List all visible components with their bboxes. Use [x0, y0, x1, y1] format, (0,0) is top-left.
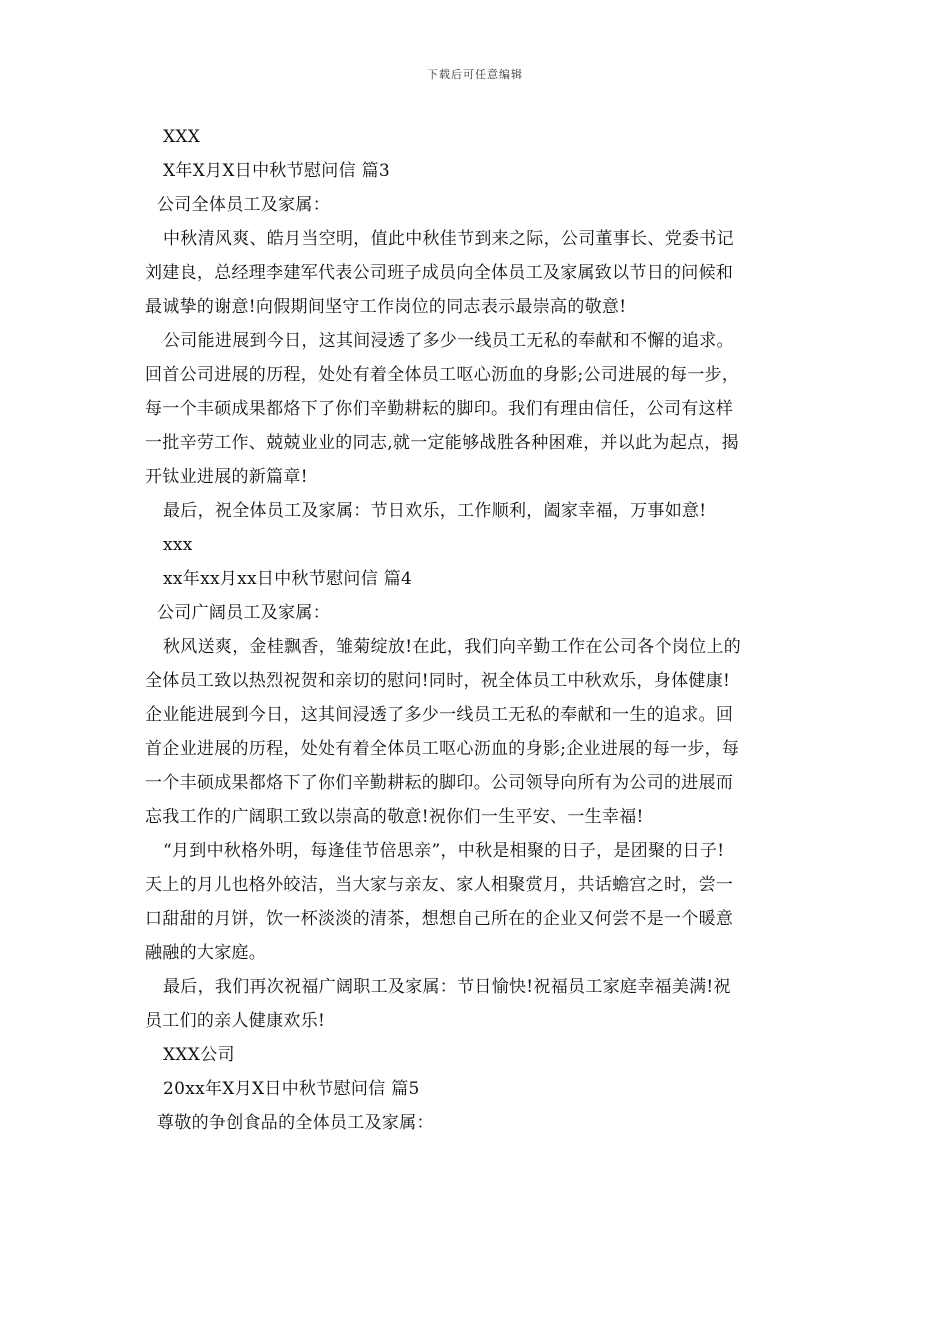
text-line: X年X月X日中秋节慰问信 篇3: [163, 161, 391, 181]
text-line: 融融的大家庭。: [145, 943, 267, 963]
text-line: 刘建良，总经理李建军代表公司班子成员向全体员工及家属致以节日的问候和: [145, 263, 734, 283]
text-line: 最后，我们再次祝福广阔职工及家属：节日愉快!祝福员工家庭幸福美满!祝: [163, 977, 731, 997]
text-line: 最诚挚的谢意!向假期间坚守工作岗位的同志表示最崇高的敬意!: [145, 297, 627, 317]
text-line: 一个丰硕成果都烙下了你们辛勤耕耘的脚印。公司领导向所有为公司的进展而: [145, 773, 734, 793]
text-line: 最后，祝全体员工及家属：节日欢乐，工作顺利，阖家幸福，万事如意!: [163, 501, 707, 521]
page-header-note: 下载后可任意编辑: [427, 68, 523, 81]
text-line: 全体员工致以热烈祝贺和亲切的慰问!同时，祝全体员工中秋欢乐，身体健康!: [145, 671, 731, 691]
text-line: “月到中秋格外明，每逢佳节倍思亲”，中秋是相聚的日子，是团聚的日子!: [163, 841, 725, 861]
text-line: xx年xx月xx日中秋节慰问信 篇4: [163, 569, 413, 589]
text-line: 尊敬的争创食品的全体员工及家属：: [157, 1113, 434, 1133]
text-line: 首企业进展的历程，处处有着全体员工呕心沥血的身影;企业进展的每一步，每: [145, 739, 740, 759]
document-body: [145, 120, 810, 1140]
text-line: 公司能进展到今日，这其间浸透了多少一线员工无私的奉献和不懈的追求。: [163, 331, 734, 351]
text-line: 20xx年X月X日中秋节慰问信 篇5: [163, 1079, 420, 1099]
text-line: 口甜甜的月饼，饮一杯淡淡的清茶，想想自己所在的企业又何尝不是一个暖意: [145, 909, 734, 929]
text-line: 员工们的亲人健康欢乐!: [145, 1011, 326, 1031]
text-line: xxx: [163, 535, 193, 555]
text-line: 开钛业进展的新篇章!: [145, 467, 308, 487]
text-line: 天上的月儿也格外皎洁，当大家与亲友、家人相聚赏月，共话蟾宫之时，尝一: [145, 875, 734, 895]
text-line: 中秋清风爽、皓月当空明，值此中秋佳节到来之际，公司董事长、党委书记: [163, 229, 734, 249]
text-line: 企业能进展到今日，这其间浸透了多少一线员工无私的奉献和一生的追求。回: [145, 705, 734, 725]
text-line: 一批辛劳工作、兢兢业业的同志,就一定能够战胜各种困难，并以此为起点，揭: [145, 433, 739, 453]
text-line: XXX公司: [163, 1045, 235, 1065]
text-line: 每一个丰硕成果都烙下了你们辛勤耕耘的脚印。我们有理由信任，公司有这样: [145, 399, 734, 419]
text-line: 回首公司进展的历程，处处有着全体员工呕心沥血的身影;公司进展的每一步，: [145, 365, 740, 385]
text-line: 公司广阔员工及家属：: [157, 603, 330, 623]
text-line: 公司全体员工及家属：: [157, 195, 330, 215]
text-line: XXX: [163, 127, 201, 147]
text-line: 忘我工作的广阔职工致以崇高的敬意!祝你们一生平安、一生幸福!: [145, 807, 644, 827]
text-line: 秋风送爽，金桂飘香，雏菊绽放!在此，我们向辛勤工作在公司各个岗位上的: [163, 637, 742, 657]
